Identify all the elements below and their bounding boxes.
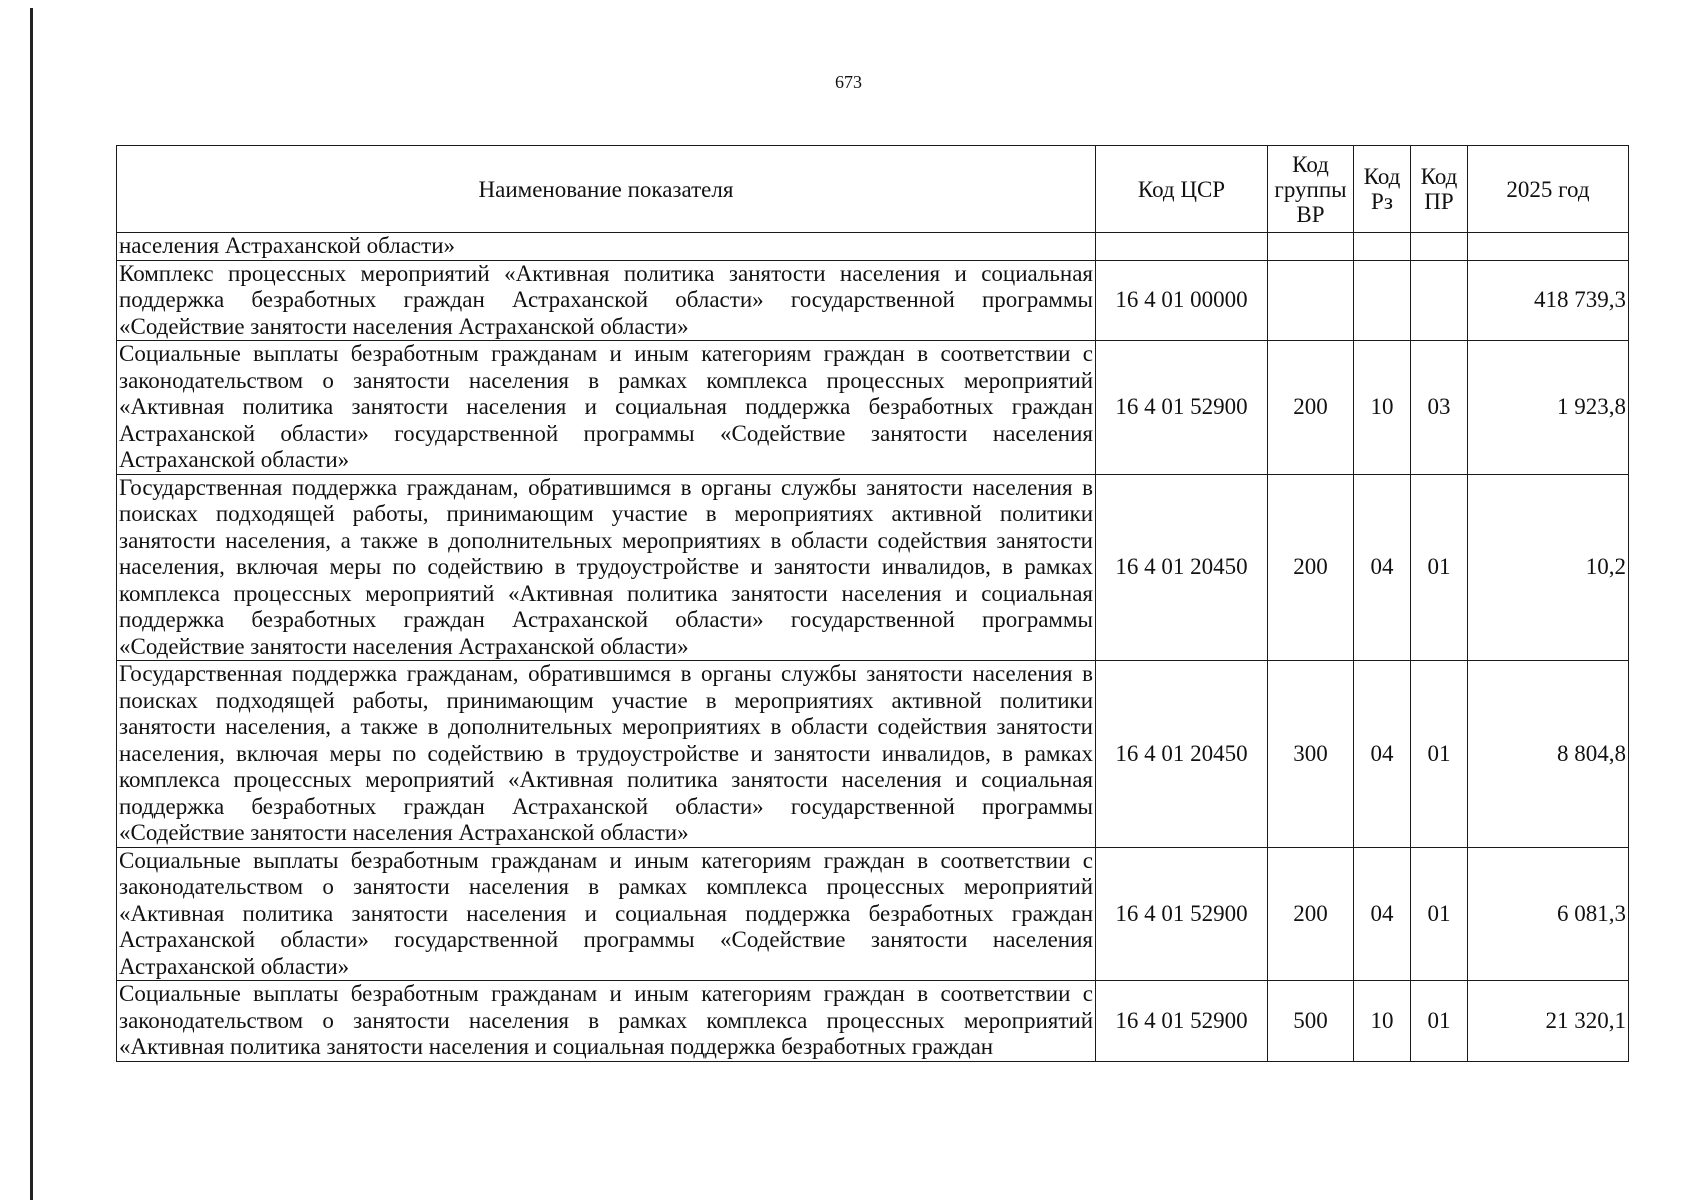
row-csr-code: 16 4 01 00000 bbox=[1096, 260, 1268, 341]
table-row bbox=[117, 260, 1629, 341]
row-csr-code: 16 4 01 52900 bbox=[1096, 847, 1268, 981]
row-pr-code: 01 bbox=[1411, 981, 1468, 1062]
row-csr-code bbox=[1096, 233, 1268, 261]
row-amount: 21 320,1 bbox=[1468, 981, 1629, 1062]
row-pr-code: 01 bbox=[1411, 474, 1468, 661]
header-year-2025: 2025 год bbox=[1468, 146, 1629, 233]
table-row bbox=[117, 341, 1629, 475]
table-row bbox=[117, 981, 1629, 1062]
row-pr-code: 01 bbox=[1411, 661, 1468, 848]
row-name: Комплекс процессных мероприятий «Активная политика занятости населения и социальная поддержка безработных граждан Астраханской области» государственной программы «Содействие занятости населения Астраханской области» bbox=[117, 260, 1096, 341]
row-pr-code: 01 bbox=[1411, 847, 1468, 981]
row-csr-code: 16 4 01 20450 bbox=[1096, 661, 1268, 848]
row-rz-code bbox=[1354, 260, 1411, 341]
header-vr-code: Код группы ВР bbox=[1268, 146, 1354, 233]
row-rz-code: 04 bbox=[1354, 661, 1411, 848]
row-rz-code bbox=[1354, 233, 1411, 261]
row-amount: 6 081,3 bbox=[1468, 847, 1629, 981]
row-name: Социальные выплаты безработным гражданам и иным категориям граждан в соответствии с законодательством о занятости населения в рамках комплекса процессных мероприятий «Активная политика занятости населения и социальная поддержка безработных граждан bbox=[117, 981, 1096, 1062]
header-csr-code: Код ЦСР bbox=[1096, 146, 1268, 233]
table-row bbox=[117, 233, 1629, 261]
budget-table bbox=[116, 145, 1629, 1062]
row-rz-code: 04 bbox=[1354, 474, 1411, 661]
row-rz-code: 10 bbox=[1354, 341, 1411, 475]
row-pr-code: 03 bbox=[1411, 341, 1468, 475]
scan-edge-line bbox=[30, 8, 33, 1200]
header-rz-code: Код Рз bbox=[1354, 146, 1411, 233]
header-pr-code: Код ПР bbox=[1411, 146, 1468, 233]
row-csr-code: 16 4 01 20450 bbox=[1096, 474, 1268, 661]
row-name: Социальные выплаты безработным гражданам и иным категориям граждан в соответствии с законодательством о занятости населения в рамках комплекса процессных мероприятий «Активная политика занятости населения и социальная поддержка безработных граждан Астраханской области» государственной программы «Содействие занятости населения Астраханской области» bbox=[117, 341, 1096, 475]
header-row bbox=[117, 146, 1629, 233]
row-pr-code bbox=[1411, 260, 1468, 341]
row-csr-code: 16 4 01 52900 bbox=[1096, 981, 1268, 1062]
table-row bbox=[117, 474, 1629, 661]
row-name: населения Астраханской области» bbox=[117, 233, 1096, 261]
row-rz-code: 10 bbox=[1354, 981, 1411, 1062]
page-number: 673 bbox=[835, 72, 862, 92]
row-rz-code: 04 bbox=[1354, 847, 1411, 981]
table-header bbox=[117, 146, 1629, 233]
row-amount bbox=[1468, 233, 1629, 261]
row-vr-code bbox=[1268, 233, 1354, 261]
row-vr-code: 300 bbox=[1268, 661, 1354, 848]
table-body bbox=[117, 233, 1629, 1062]
row-vr-code bbox=[1268, 260, 1354, 341]
row-amount: 418 739,3 bbox=[1468, 260, 1629, 341]
header-name: Наименование показателя bbox=[117, 146, 1096, 233]
row-amount: 10,2 bbox=[1468, 474, 1629, 661]
row-name: Социальные выплаты безработным гражданам и иным категориям граждан в соответствии с законодательством о занятости населения в рамках комплекса процессных мероприятий «Активная политика занятости населения и социальная поддержка безработных граждан Астраханской области» государственной программы «Содействие занятости населения Астраханской области» bbox=[117, 847, 1096, 981]
row-name: Государственная поддержка гражданам, обратившимся в органы службы занятости населения в поисках подходящей работы, принимающим участие в мероприятиях активной политики занятости населения, а также в дополнительных мероприятиях в области содействия занятости населения, включая меры по содействию в трудоустройстве и занятости инвалидов, в рамках комплекса процессных мероприятий «Активная политика занятости населения и социальная поддержка безработных граждан Астраханской области» государственной программы «Содействие занятости населения Астраханской области» bbox=[117, 661, 1096, 848]
row-vr-code: 500 bbox=[1268, 981, 1354, 1062]
row-vr-code: 200 bbox=[1268, 847, 1354, 981]
row-csr-code: 16 4 01 52900 bbox=[1096, 341, 1268, 475]
budget-table-container bbox=[116, 145, 1628, 1062]
row-amount: 1 923,8 bbox=[1468, 341, 1629, 475]
table-row bbox=[117, 847, 1629, 981]
row-name: Государственная поддержка гражданам, обратившимся в органы службы занятости населения в поисках подходящей работы, принимающим участие в мероприятиях активной политики занятости населения, а также в дополнительных мероприятиях в области содействия занятости населения, включая меры по содействию в трудоустройстве и занятости инвалидов, в рамках комплекса процессных мероприятий «Активная политика занятости населения и социальная поддержка безработных граждан Астраханской области» государственной программы «Содействие занятости населения Астраханской области» bbox=[117, 474, 1096, 661]
table-row bbox=[117, 661, 1629, 848]
row-amount: 8 804,8 bbox=[1468, 661, 1629, 848]
row-vr-code: 200 bbox=[1268, 341, 1354, 475]
row-vr-code: 200 bbox=[1268, 474, 1354, 661]
row-pr-code bbox=[1411, 233, 1468, 261]
